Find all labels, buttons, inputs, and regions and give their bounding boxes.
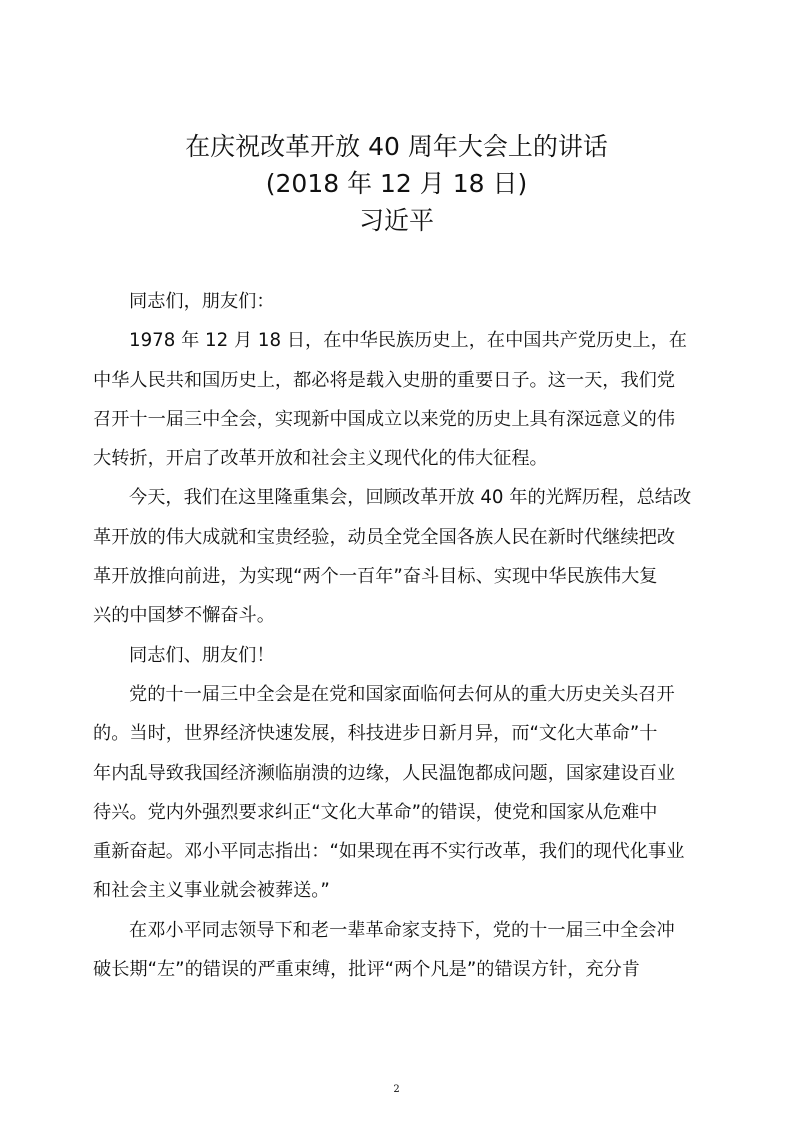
paragraph-3-line-1: 党的十一届三中全会是在党和国家面临何去何从的重大历史关头召开 [129, 683, 675, 705]
paragraph-1-line-1: 1978 年 12 月 18 日，在中华民族历史上，在中国共产党历史上，在 [129, 330, 687, 352]
paragraph-4-line-1: 在邓小平同志领导下和老一辈革命家支持下，党的十一届三中全会冲 [129, 919, 675, 941]
paragraph-1-line-4: 大转折，开启了改革开放和社会主义现代化的伟大征程。 [93, 448, 548, 470]
greeting-line-2: 同志们、朋友们！ [129, 644, 275, 666]
paragraph-4-line-2: 破长期“左”的错误的严重束缚，批评“两个凡是”的错误方针，充分肯 [93, 959, 640, 981]
document-date: (2018 年 12 月 18 日) [265, 169, 528, 198]
paragraph-3-line-6: 和社会主义事业就会被葬送。” [93, 880, 330, 902]
paragraph-3-line-2: 的。当时，世界经济快速发展，科技进步日新月异，而“文化大革命”十 [93, 723, 658, 745]
paragraph-3-line-3: 年内乱导致我国经济濒临崩溃的边缘，人民温饱都成问题，国家建设百业 [93, 762, 676, 784]
paragraph-2-line-2: 革开放的伟大成就和宝贵经验，动员全党全国各族人民在新时代继续把改 [93, 526, 676, 548]
greeting-line: 同志们，朋友们： [129, 291, 275, 312]
paragraph-1-line-3: 召开十一届三中全会，实现新中国成立以来党的历史上具有深远意义的伟 [93, 408, 676, 430]
page-number: 2 [393, 1084, 400, 1095]
paragraph-2-line-1: 今天，我们在这里隆重集会，回顾改革开放 40 年的光辉历程，总结改 [129, 487, 692, 509]
paragraph-3-line-4: 待兴。党内外强烈要求纠正“文化大革命”的错误，使党和国家从危难中 [93, 801, 658, 823]
document-body [93, 282, 699, 989]
paragraph-2-line-3: 革开放推向前进，为实现“两个一百年”奋斗目标、实现中华民族伟大复 [93, 566, 658, 588]
document-title-block [0, 128, 793, 239]
document-title: 在庆祝改革开放 40 周年大会上的讲话 [185, 132, 608, 161]
paragraph-3-line-5: 重新奋起。邓小平同志指出：“如果现在再不实行改革，我们的现代化事业 [93, 841, 685, 863]
document-author: 习近平 [358, 206, 434, 235]
paragraph-1-line-2: 中华人民共和国历史上，都必将是载入史册的重要日子。这一天，我们党 [93, 369, 676, 391]
paragraph-2-line-4: 兴的中国梦不懈奋斗。 [93, 605, 275, 627]
